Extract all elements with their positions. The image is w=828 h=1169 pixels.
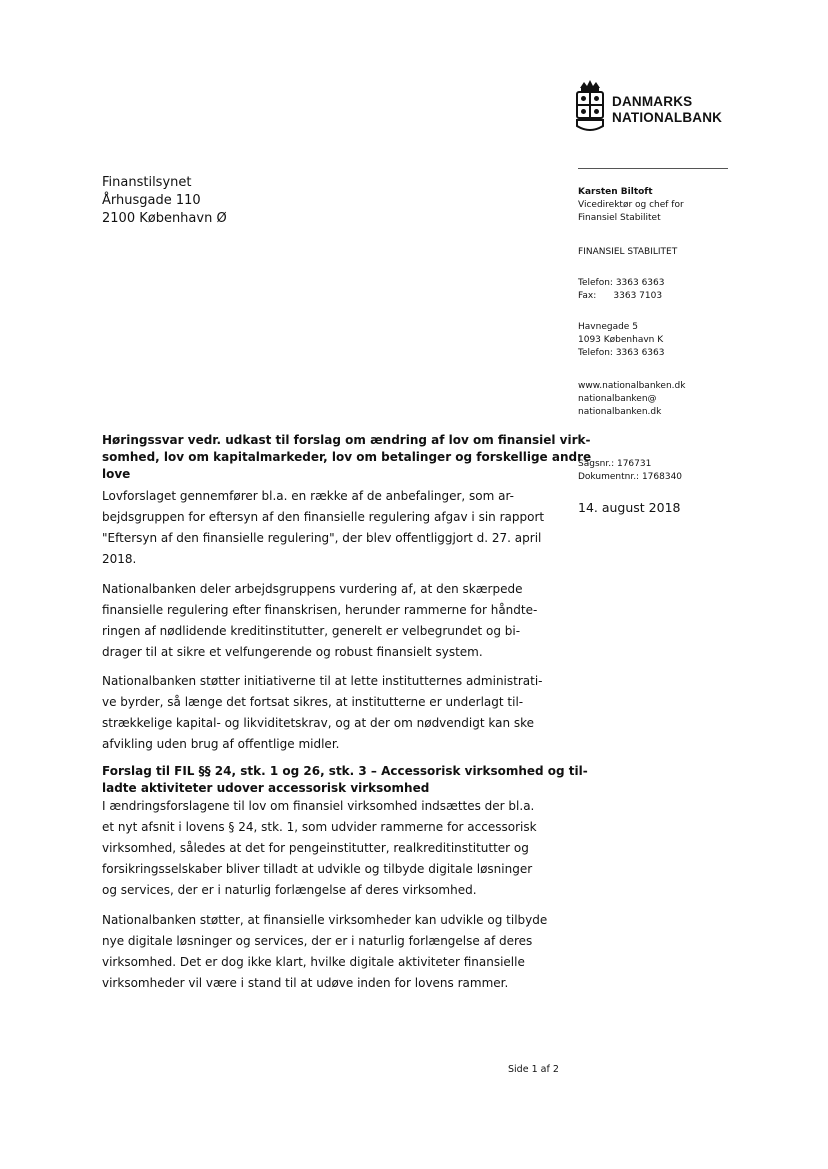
web-contact (578, 380, 778, 419)
paragraph-line: ringen af nødlidende kreditinstitutter, generelt er velbegrundet og bi- (102, 624, 521, 638)
heading-line: love (102, 467, 131, 481)
paragraph-line: og services, der er i naturlig forlængelse af deres virksomhed. (102, 883, 477, 897)
paragraph-line: I ændringsforslagene til lov om finansiel virksomhed indsættes der bl.a. (102, 799, 535, 813)
postal-address (578, 321, 778, 360)
section-heading (102, 763, 588, 797)
paragraph-line: Lovforslaget gennemfører bl.a. en række af de anbefalinger, som ar- (102, 489, 514, 503)
paragraph-line: "Eftersyn af den finansielle regulering", der blev offentliggjort d. 27. april (102, 531, 542, 545)
contact-block (578, 277, 778, 303)
paragraph-2 (102, 579, 564, 663)
address-line: Havnegade 5 (578, 322, 638, 332)
logo-wordmark (612, 94, 722, 126)
paragraph-line: virksomhed, således at det for pengeinstitutter, realkreditinstitutter og (102, 841, 529, 855)
paragraph-line: virksomheder vil være i stand til at udøve inden for lovens rammer. (102, 976, 509, 990)
paragraph-line: bejdsgruppen for eftersyn af den finansielle regulering afgav i sin rapport (102, 510, 545, 524)
paragraph-line: ve byrder, så længe det fortsat sikres, at institutterne er underlagt til- (102, 695, 524, 709)
paragraph-line: finansielle regulering efter finanskrisen, herunder rammerne for håndte- (102, 603, 538, 617)
phone-number: Telefon: 3363 6363 (578, 278, 665, 288)
paragraph-4 (102, 796, 564, 901)
address-line: 1093 København K (578, 335, 664, 345)
paragraph-line: strækkelige kapital- og likviditetskrav, og at der om nødvendigt kan ske (102, 716, 535, 730)
page-number: Side 1 af 2 (508, 1064, 559, 1075)
email-line: nationalbanken@ (578, 394, 657, 404)
heading-line: ladte aktiviteter udover accessorisk virksomhed (102, 781, 430, 795)
header-divider (578, 168, 728, 169)
sender-title: Vicedirektør og chef for (578, 200, 684, 210)
sender-block (578, 186, 778, 225)
logo-line-2: NATIONALBANK (612, 110, 723, 125)
paragraph-line: nye digitale løsninger og services, der er i naturlig forlængelse af deres (102, 934, 533, 948)
recipient-address (102, 174, 227, 228)
paragraph-line: afvikling uden brug af offentlige midler. (102, 737, 340, 751)
sender-department: FINANSIEL STABILITET (578, 247, 678, 257)
sender-name: Karsten Biltoft (578, 187, 653, 197)
heading-line: Forslag til FIL §§ 24, stk. 1 og 26, stk. 3 – Accessorisk virksomhed og til- (102, 764, 588, 778)
heading-line: somhed, lov om kapitalmarkeder, lov om betalinger og forskellige andre (102, 450, 592, 464)
email-line: nationalbanken.dk (578, 407, 662, 417)
case-number: Sagsnr.: 176731 (578, 459, 652, 469)
website: www.nationalbanken.dk (578, 381, 686, 391)
paragraph-line: virksomhed. Det er dog ikke klart, hvilke digitale aktiviteter finansielle (102, 955, 525, 969)
paragraph-line: drager til at sikre et velfungerende og robust finansielt system. (102, 645, 483, 659)
letter-date: 14. august 2018 (578, 500, 681, 515)
recipient-line: Århusgade 110 (102, 193, 201, 208)
recipient-line: 2100 København Ø (102, 211, 227, 226)
paragraph-line: Nationalbanken deler arbejdsgruppens vurdering af, at den skærpede (102, 582, 523, 596)
recipient-line: Finanstilsynet (102, 175, 192, 190)
paragraph-line: et nyt afsnit i lovens § 24, stk. 1, som udvider rammerne for accessorisk (102, 820, 537, 834)
address-line: Telefon: 3363 6363 (578, 348, 665, 358)
document-number: Dokumentnr.: 1768340 (578, 472, 683, 482)
reference-block (578, 458, 778, 484)
paragraph-3 (102, 671, 564, 755)
royal-crest-icon (574, 78, 606, 134)
paragraph-line: Nationalbanken støtter, at finansielle virksomheder kan udvikle og tilbyde (102, 913, 548, 927)
paragraph-line: Nationalbanken støtter initiativerne til at lette institutternes administrati- (102, 674, 543, 688)
paragraph-line: forsikringsselskaber bliver tilladt at udvikle og tilbyde digitale løsninger (102, 862, 533, 876)
heading-line: Høringssvar vedr. udkast til forslag om ændring af lov om finansiel virk- (102, 433, 591, 447)
fax-number: Fax: 3363 7103 (578, 291, 663, 301)
nationalbank-logo (574, 78, 734, 134)
letter-heading (102, 432, 592, 483)
logo-line-1: DANMARKS (612, 94, 693, 109)
paragraph-line: 2018. (102, 552, 137, 566)
sender-title: Finansiel Stabilitet (578, 213, 661, 223)
paragraph-1 (102, 486, 564, 570)
paragraph-5 (102, 910, 564, 994)
